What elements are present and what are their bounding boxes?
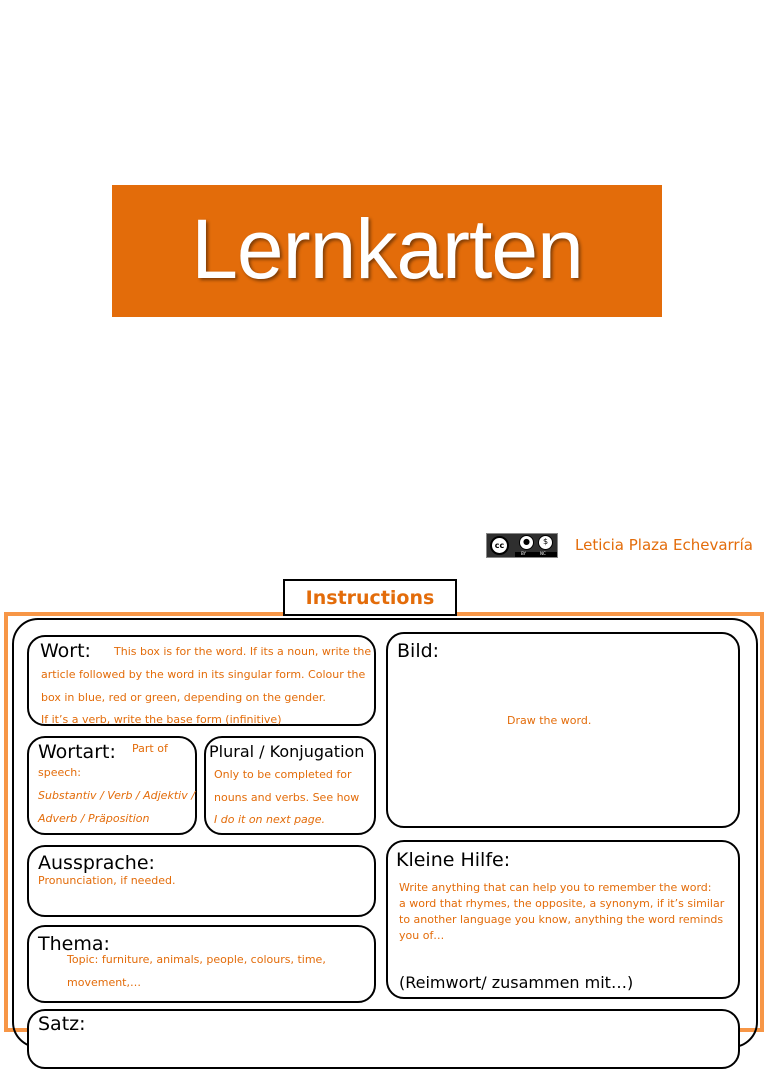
thema-note-1: Topic: furniture, animals, people, colours, time, <box>67 953 326 966</box>
plural-note-1: Only to be completed for <box>214 768 352 781</box>
wortart-note-2: speech: <box>38 766 81 779</box>
page-title: Lernkarten <box>191 201 583 296</box>
hilfe-note-3: to another language you know, anything the word reminds <box>399 913 724 926</box>
satz-label: Satz: <box>38 1013 86 1035</box>
hilfe-footer: (Reimwort/ zusammen mit…) <box>399 973 634 992</box>
wort-label: Wort: <box>40 640 91 662</box>
hilfe-note-2: a word that rhymes, the opposite, a synonym, if it’s similar <box>399 897 725 910</box>
cc-license-badge <box>486 533 558 558</box>
thema-label: Thema: <box>38 933 110 955</box>
instructions-label: Instructions <box>305 586 435 609</box>
cc-icon: cc <box>490 536 509 555</box>
plural-label: Plural / Konjugation <box>209 742 365 761</box>
author-name: Leticia Plaza Echevarría <box>575 536 753 554</box>
aussprache-label: Aussprache: <box>38 852 155 874</box>
nc-icon: $ <box>538 535 553 550</box>
title-banner <box>112 185 662 317</box>
aussprache-note: Pronunciation, if needed. <box>38 874 176 887</box>
wortart-note-1: Part of <box>132 742 168 755</box>
wortart-note-4: Adverb / Präposition <box>38 812 150 825</box>
hilfe-label: Kleine Hilfe: <box>396 849 511 871</box>
hilfe-note-1: Write anything that can help you to remember the word: <box>399 881 712 894</box>
thema-note-2: movement,… <box>67 976 141 989</box>
license-tags <box>515 552 557 557</box>
instructions-heading <box>283 579 457 616</box>
hilfe-note-4: you of… <box>399 929 445 942</box>
wortart-note-3: Substantiv / Verb / Adjektiv / <box>38 789 195 802</box>
wort-note-2: article followed by the word in its singular form. Colour the <box>41 668 366 681</box>
bild-box <box>386 632 740 828</box>
nc-tag: NC <box>540 551 546 556</box>
by-tag: BY <box>521 551 526 556</box>
wort-note-1: This box is for the word. If its a noun, write the <box>114 645 372 658</box>
bild-note: Draw the word. <box>507 714 592 727</box>
by-icon: ● <box>519 535 534 550</box>
wort-note-3: box in blue, red or green, depending on the gender. <box>41 691 326 704</box>
wort-note-4: If it’s a verb, write the base form (infinitive) <box>41 713 282 726</box>
bild-label: Bild: <box>397 640 440 662</box>
wortart-label: Wortart: <box>38 741 116 763</box>
plural-note-2: nouns and verbs. See how <box>214 791 360 804</box>
plural-note-3: I do it on next page. <box>214 813 326 826</box>
satz-box <box>27 1009 740 1069</box>
